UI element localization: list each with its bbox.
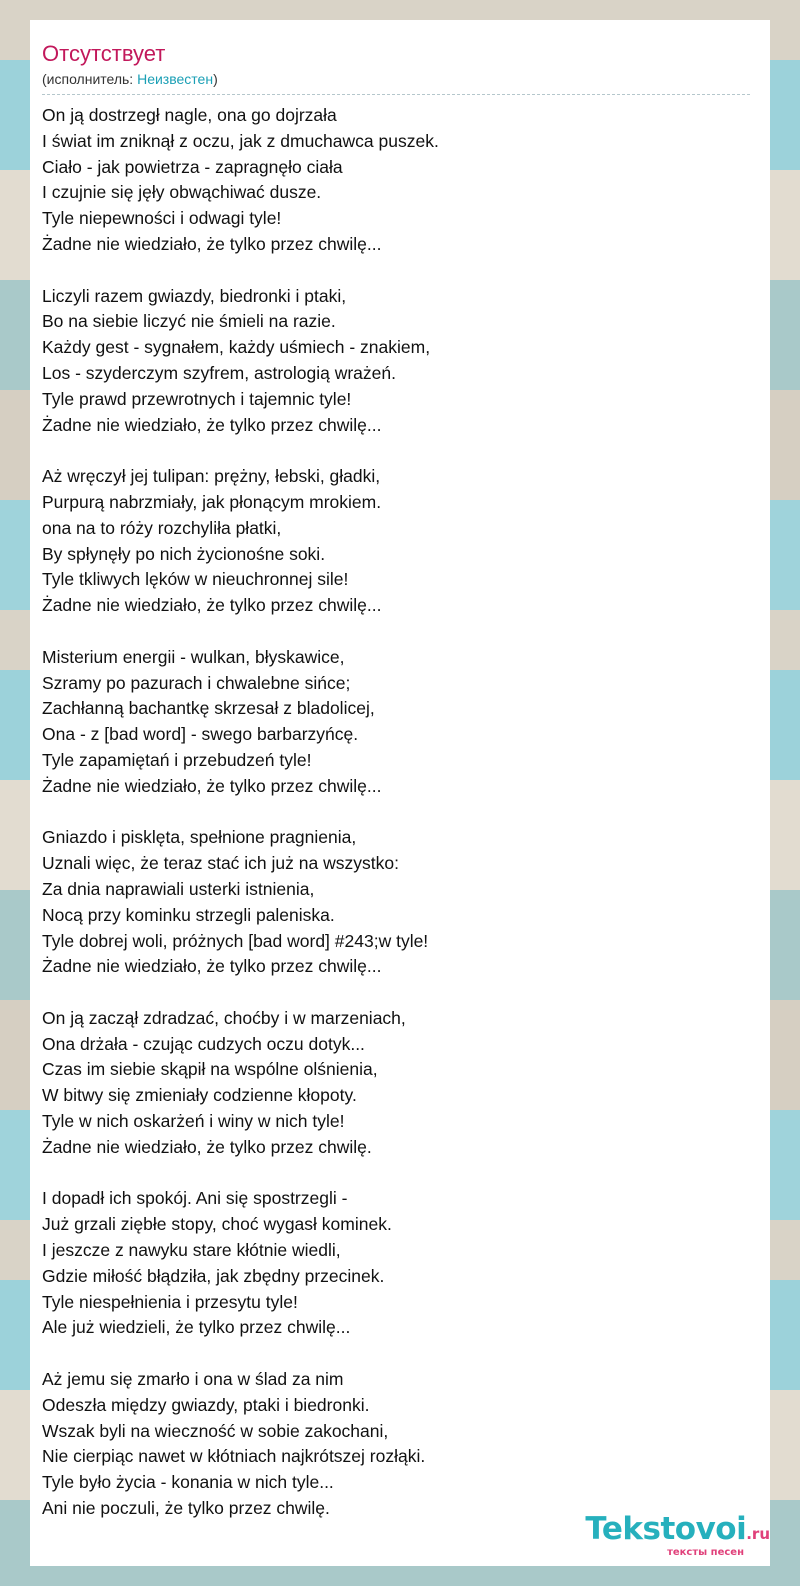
lyric-stanza	[42, 1006, 770, 1161]
lyric-line: Żadne nie wiedziało, że tylko przez chwilę...	[42, 595, 382, 616]
lyric-stanza	[42, 1367, 770, 1522]
lyric-line: Uznali więc, że teraz stać ich już na wszystko:	[42, 853, 399, 874]
lyric-line: Tyle prawd przewrotnych i tajemnic tyle!	[42, 388, 352, 409]
lyric-stanza	[42, 284, 770, 439]
lyric-line: Tyle zapamiętań i przebudzeń tyle!	[42, 749, 312, 770]
artist-line	[42, 70, 770, 88]
lyric-line: Tyle tkliwych lęków w nieuchronnej sile!	[42, 569, 349, 590]
lyric-line: Odeszła między gwiazdy, ptaki i biedronki.	[42, 1394, 370, 1415]
artist-suffix: )	[213, 71, 218, 87]
lyric-line: I świat im zniknął z oczu, jak z dmuchawca puszek.	[42, 130, 439, 151]
lyric-line: W bitwy się zmieniały codzienne kłopoty.	[42, 1085, 357, 1106]
lyric-line: Ciało - jak powietrza - zapragnęło ciała	[42, 156, 343, 177]
lyric-stanza	[42, 825, 770, 980]
lyric-line: Żadne nie wiedziało, że tylko przez chwilę...	[42, 775, 382, 796]
lyric-line: Bo na siebie liczyć nie śmieli na razie.	[42, 311, 336, 332]
logo-wordmark	[540, 1512, 770, 1551]
logo-tld: .ru	[746, 1525, 770, 1543]
site-logo[interactable]	[540, 1512, 770, 1558]
lyric-line: Żadne nie wiedziało, że tylko przez chwilę.	[42, 1136, 372, 1157]
logo-name: Tekstovoi	[585, 1511, 747, 1547]
lyric-line: Tyle w nich oskarżeń i winy w nich tyle!	[42, 1111, 345, 1132]
lyric-stanza	[42, 464, 770, 619]
lyric-line: Tyle niepewności i odwagi tyle!	[42, 208, 282, 229]
lyric-line: I dopadł ich spokój. Ani się spostrzegli -	[42, 1188, 348, 1209]
lyric-line: Tyle dobrej woli, próżnych [bad word] #243;w tyle!	[42, 930, 429, 951]
lyric-line: Czas im siebie skąpił na wspólne olśnienia,	[42, 1059, 378, 1080]
artist-link[interactable]: Неизвестен	[137, 71, 214, 87]
lyrics-body	[42, 103, 770, 1522]
lyric-line: I jeszcze z nawyku stare kłótnie wiedli,	[42, 1240, 341, 1261]
lyric-line: Za dnia naprawiali usterki istnienia,	[42, 878, 315, 899]
lyric-line: Gniazdo i pisklęta, spełnione pragnienia,	[42, 827, 357, 848]
lyric-line: Nie cierpiąc nawet w kłótniach najkrótszej rozłąki.	[42, 1446, 426, 1467]
lyrics-card	[30, 20, 770, 1566]
lyric-line: Żadne nie wiedziało, że tylko przez chwilę...	[42, 233, 382, 254]
lyric-stanza	[42, 103, 770, 258]
lyric-line: Aż jemu się zmarło i ona w ślad za nim	[42, 1369, 344, 1390]
lyric-line: Misterium energii - wulkan, błyskawice,	[42, 646, 345, 667]
lyric-line: Ale już wiedzieli, że tylko przez chwilę...	[42, 1317, 351, 1338]
header-divider	[42, 94, 750, 95]
lyric-line: Ani nie poczuli, że tylko przez chwilę.	[42, 1498, 330, 1519]
lyric-line: Tyle było życia - konania w nich tyle...	[42, 1472, 334, 1493]
lyric-line: ona na to róży rozchyliła płatki,	[42, 517, 282, 538]
lyric-line: By spłynęły po nich życionośne soki.	[42, 543, 326, 564]
lyric-stanza	[42, 645, 770, 800]
song-title: Отсутствует	[42, 41, 166, 66]
lyric-line: Nocą przy kominku strzegli paleniska.	[42, 904, 335, 925]
lyric-stanza	[42, 1186, 770, 1341]
lyric-line: On ją zaczął zdradzać, choćby i w marzeniach,	[42, 1007, 406, 1028]
lyric-line: Szramy po pazurach i chwalebne sińce;	[42, 672, 351, 693]
lyric-line: Los - szyderczym szyfrem, astrologią wrażeń.	[42, 362, 396, 383]
lyric-line: Żadne nie wiedziało, że tylko przez chwilę...	[42, 414, 382, 435]
lyric-line: Żadne nie wiedziało, że tylko przez chwilę...	[42, 956, 382, 977]
lyric-line: Ona drżała - czując cudzych oczu dotyk...	[42, 1033, 365, 1054]
lyric-line: Liczyli razem gwiazdy, biedronki i ptaki,	[42, 285, 347, 306]
lyric-line: Wszak byli na wieczność w sobie zakochani,	[42, 1420, 389, 1441]
lyric-line: On ją dostrzegł nagle, ona go dojrzała	[42, 105, 337, 125]
lyric-line: Już grzali ziębłe stopy, choć wygasł kominek.	[42, 1214, 392, 1235]
lyric-line: Purpurą nabrzmiały, jak płonącym mrokiem.	[42, 491, 382, 512]
lyric-line: Gdzie miłość błądziła, jak zbędny przecinek.	[42, 1265, 385, 1286]
lyric-line: I czujnie się jęły obwąchiwać dusze.	[42, 182, 322, 203]
lyric-line: Aż wręczył jej tulipan: prężny, łebski, gładki,	[42, 466, 381, 487]
lyric-line: Każdy gest - sygnałem, każdy uśmiech - znakiem,	[42, 337, 431, 358]
logo-tagline: тексты песен	[667, 1547, 744, 1558]
lyric-line: Tyle niespełnienia i przesytu tyle!	[42, 1291, 298, 1312]
lyric-line: Ona - z [bad word] - swego barbarzyńcę.	[42, 724, 359, 745]
artist-prefix: (исполнитель:	[42, 71, 138, 87]
lyric-line: Zachłanną bachantkę skrzesał z bladolicej,	[42, 698, 375, 719]
